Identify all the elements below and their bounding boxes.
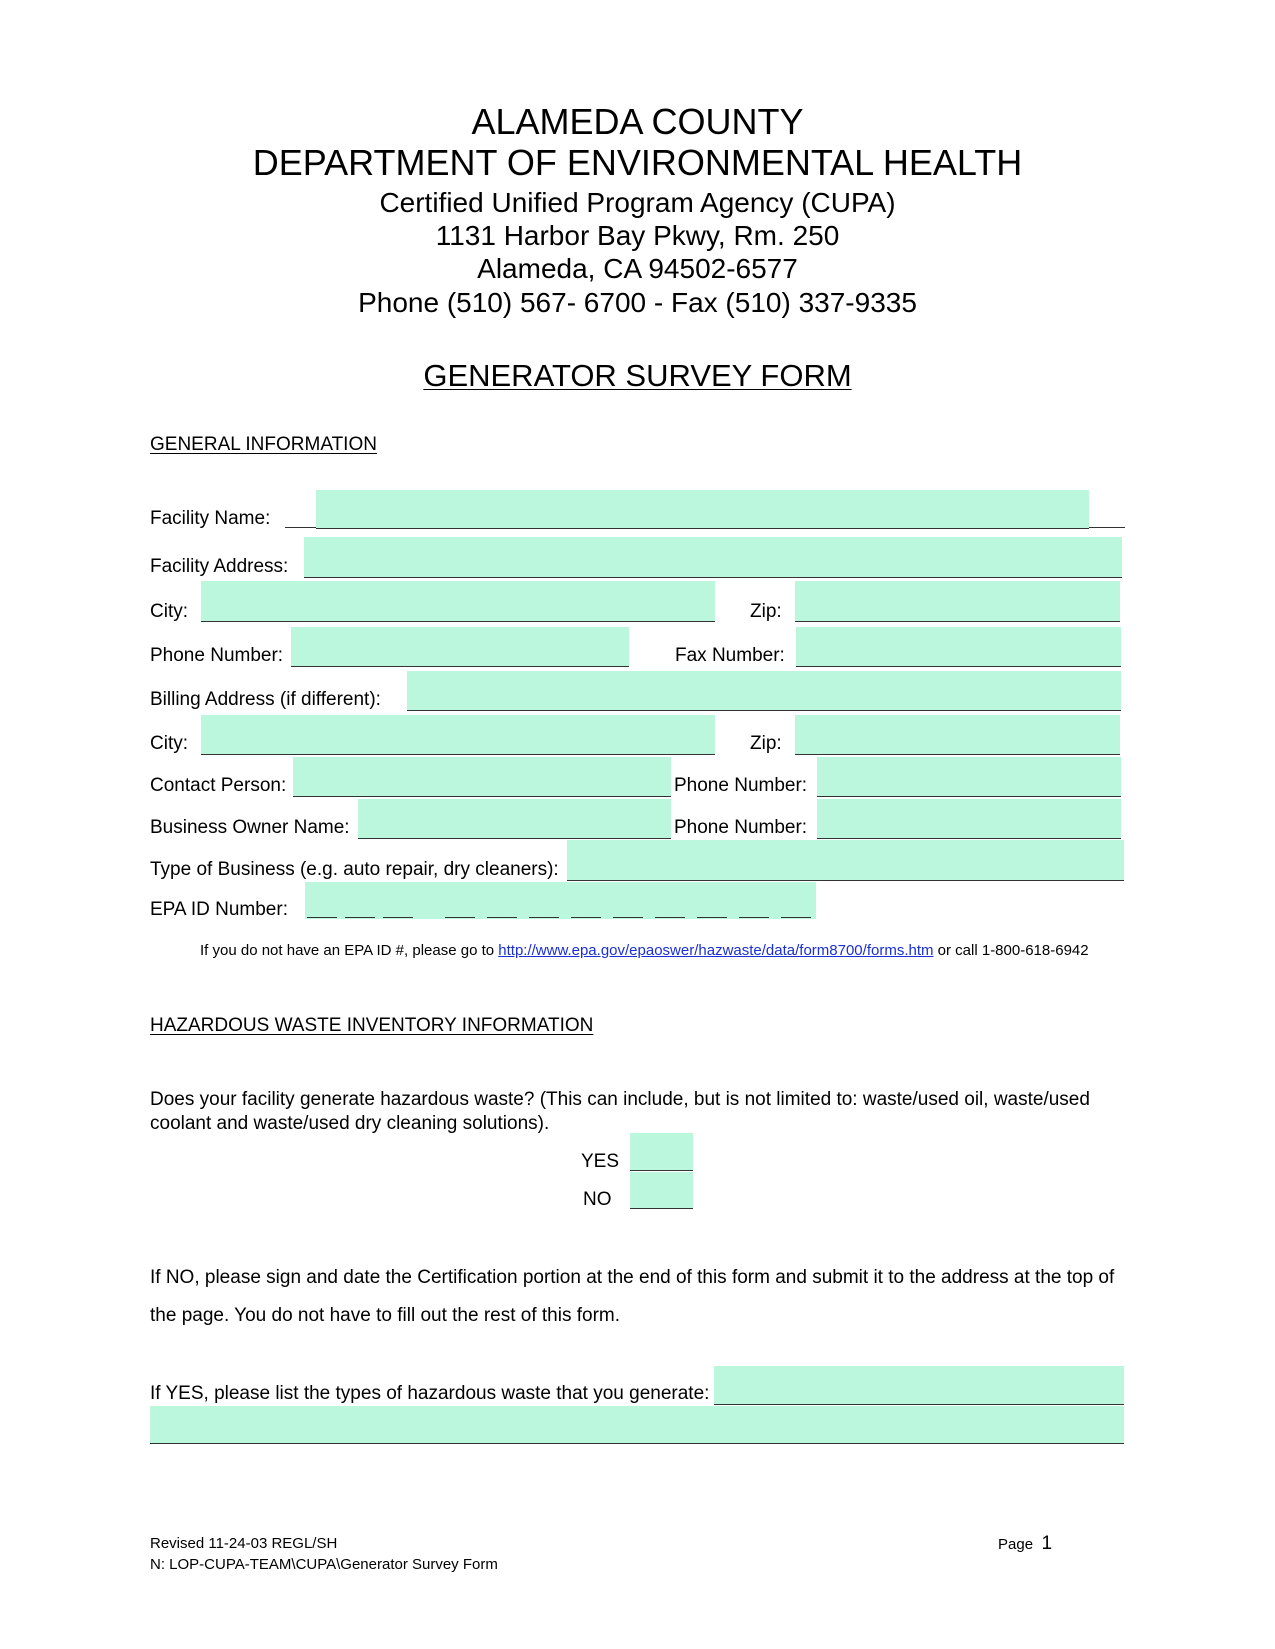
page-label: Page	[998, 1536, 1034, 1553]
no-checkbox-field[interactable]	[630, 1172, 693, 1209]
form-title: GENERATOR SURVEY FORM	[423, 358, 852, 393]
contact-person-label: Contact Person:	[150, 775, 287, 796]
agency-name: Certified Unified Program Agency (CUPA)	[379, 187, 896, 218]
billing-city-field[interactable]	[201, 715, 715, 755]
owner-phone-field[interactable]	[817, 799, 1121, 839]
billing-zip-field[interactable]	[795, 715, 1120, 755]
epa-id-field[interactable]	[305, 882, 816, 919]
epa-id-digit-slot	[697, 917, 727, 918]
if-no-instruction-line1: If NO, please sign and date the Certification portion at the end of this form and submit it to the address at the top of	[150, 1267, 1115, 1288]
contact-phone-label: Phone Number:	[674, 775, 808, 796]
owner-name-label: Business Owner Name:	[150, 817, 350, 838]
epa-id-digit-slot	[529, 917, 559, 918]
epa-id-digit-slot	[383, 917, 413, 918]
inventory-heading: HAZARDOUS WASTE INVENTORY INFORMATION	[150, 1015, 594, 1036]
epa-id-digit-slot	[655, 917, 685, 918]
facility-name-field[interactable]	[316, 490, 1089, 529]
yes-checkbox-field[interactable]	[630, 1133, 693, 1171]
epa-id-digit-slot	[345, 917, 375, 918]
page-indicator	[998, 1533, 1052, 1555]
zip-label: Zip:	[750, 601, 782, 622]
epa-id-label: EPA ID Number:	[150, 899, 288, 920]
epa-note-prefix: If you do not have an EPA ID #, please go to	[200, 942, 499, 959]
department-title: DEPARTMENT OF ENVIRONMENTAL HEALTH	[252, 142, 1023, 183]
owner-phone-label: Phone Number:	[674, 817, 808, 838]
waste-types-continued-field[interactable]	[150, 1406, 1124, 1444]
epa-note	[200, 942, 1089, 960]
business-type-field[interactable]	[567, 840, 1124, 881]
agency-address-line2: Alameda, CA 94502-6577	[477, 253, 798, 284]
zip-field[interactable]	[795, 581, 1120, 622]
billing-address-label: Billing Address (if different):	[150, 689, 381, 710]
epa-form-link[interactable]: http://www.epa.gov/epaoswer/hazwaste/data/form8700/forms.htm	[498, 942, 934, 959]
fax-number-label: Fax Number:	[675, 645, 785, 666]
county-title: ALAMEDA COUNTY	[471, 101, 804, 142]
epa-id-digit-slot	[445, 917, 475, 918]
owner-name-field[interactable]	[358, 799, 671, 839]
epa-id-digit-slot	[739, 917, 769, 918]
business-type-label: Type of Business (e.g. auto repair, dry cleaners):	[150, 859, 559, 880]
billing-address-field[interactable]	[407, 671, 1121, 711]
facility-address-field[interactable]	[304, 537, 1122, 578]
if-no-instruction-line2: the page. You do not have to fill out the rest of this form.	[150, 1305, 621, 1326]
if-yes-instruction: If YES, please list the types of hazardous waste that you generate:	[150, 1383, 710, 1404]
fax-number-field[interactable]	[796, 627, 1121, 667]
city-field[interactable]	[201, 581, 715, 622]
file-path: N: LOP-CUPA-TEAM\CUPA\Generator Survey Form	[150, 1556, 498, 1573]
epa-id-digit-slot	[487, 917, 517, 918]
hazardous-waste-question: Does your facility generate hazardous waste? (This can include, but is not limited to: waste/used oil, waste/used coolant and waste/used dry cleaning solutions).	[150, 1089, 1090, 1134]
waste-types-field[interactable]	[714, 1366, 1124, 1405]
general-info-heading: GENERAL INFORMATION	[150, 434, 377, 455]
contact-phone-field[interactable]	[817, 757, 1121, 797]
facility-name-label: Facility Name:	[150, 508, 271, 529]
epa-id-digit-slot	[781, 917, 811, 918]
yes-label: YES	[581, 1151, 620, 1172]
agency-address-line1: 1131 Harbor Bay Pkwy, Rm. 250	[435, 220, 840, 251]
page-number: 1	[1041, 1533, 1053, 1554]
agency-phone-fax: Phone (510) 567- 6700 - Fax (510) 337-9335	[358, 287, 917, 318]
contact-person-field[interactable]	[293, 757, 671, 797]
epa-note-suffix: or call 1-800-618-6942	[933, 942, 1089, 959]
epa-id-digit-slot	[613, 917, 643, 918]
billing-zip-label: Zip:	[750, 733, 782, 754]
phone-number-label: Phone Number:	[150, 645, 284, 666]
revision-note: Revised 11-24-03 REGL/SH	[150, 1535, 338, 1552]
phone-number-field[interactable]	[291, 627, 629, 667]
city-label: City:	[150, 601, 188, 622]
facility-address-label: Facility Address:	[150, 556, 289, 577]
epa-id-digit-slot	[307, 917, 337, 918]
billing-city-label: City:	[150, 733, 188, 754]
epa-id-digit-slot	[571, 917, 601, 918]
no-label: NO	[583, 1189, 612, 1210]
